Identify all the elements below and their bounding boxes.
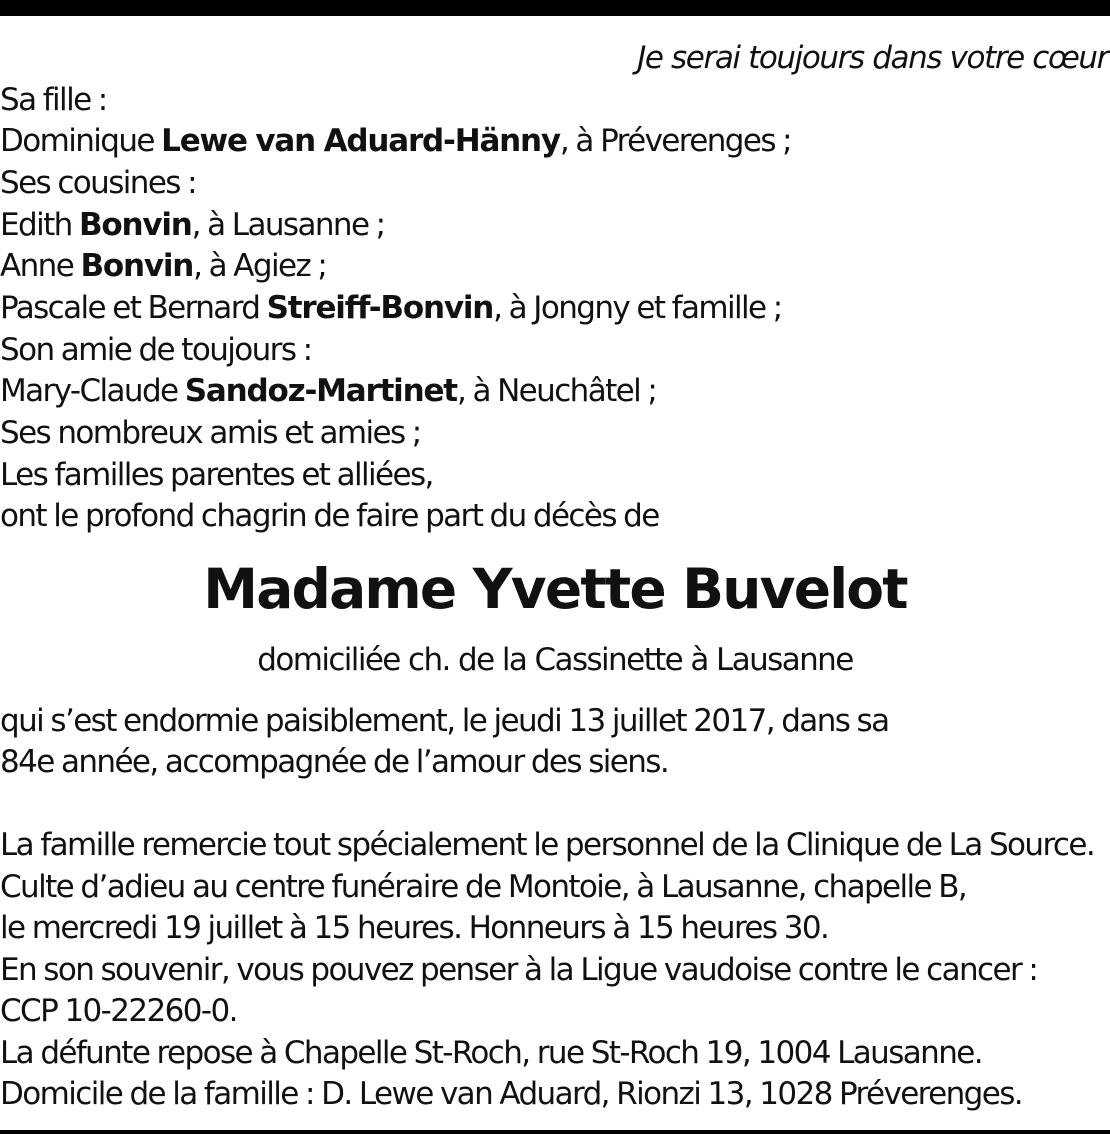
family-line-friend-heading: Son amie de toujours : [0,332,312,368]
family-surname: Lewe van Aduard-Hänny [161,123,560,159]
bottom-border-rule [0,1130,1110,1134]
residence: , à Neuchâtel ; [456,373,657,409]
family-line-friend [0,371,656,411]
given-name: Edith [0,207,79,243]
family-line-cousins-heading: Ses cousines : [0,165,196,201]
family-surname: Streiff-Bonvin [266,290,494,326]
family-line-cousin-1 [0,205,385,245]
given-name: Anne [0,248,81,284]
service-line-2: le mercredi 19 juillet à 15 heures. Honneurs à 15 heures 30. [0,910,829,946]
given-name: Mary-Claude [0,373,185,409]
donation-account: CCP 10-22260-0. [0,993,237,1029]
residence: , à Lausanne ; [191,207,385,243]
family-surname: Bonvin [78,207,192,243]
repose-line: La défunte repose à Chapelle St-Roch, rue St-Roch 19, 1004 Lausanne. [0,1035,982,1071]
thanks-line: La famille remercie tout spécialement le personnel de la Clinique de La Source. [0,827,1095,863]
donation-line: En son souvenir, vous pouvez penser à la Ligue vaudoise contre le cancer : [0,952,1038,988]
announcement-intro: ont le profond chagrin de faire part du décès de [0,498,659,534]
family-line-friends: Ses nombreux amis et amies ; [0,415,421,451]
top-border-rule [0,0,1110,16]
family-surname: Sandoz-Martinet [184,373,457,409]
deceased-address: domiciliée ch. de la Cassinette à Lausanne [257,642,853,678]
residence: , à Préverenges ; [559,123,791,159]
given-name: Pascale et Bernard [0,290,267,326]
residence: , à Jongny et famille ; [493,290,782,326]
family-line-cousin-3 [0,288,782,328]
family-line-cousin-2 [0,246,326,286]
family-line-relatives: Les familles parentes et alliées, [0,457,433,493]
deceased-name: Madame Yvette Buvelot [203,557,907,621]
family-line-daughter-heading: Sa fille : [0,82,107,118]
passing-line-1: qui s’est endormie paisiblement, le jeudi 13 juillet 2017, dans sa [0,703,889,739]
service-line-1: Culte d’adieu au centre funéraire de Montoie, à Lausanne, chapelle B, [0,869,967,905]
motto: Je serai toujours dans votre cœur [637,40,1108,76]
family-address-line: Domicile de la famille : D. Lewe van Aduard, Rionzi 13, 1028 Préverenges. [0,1076,1022,1112]
family-surname: Bonvin [80,248,194,284]
family-line-daughter [0,121,791,161]
given-name: Dominique [0,123,162,159]
residence: , à Agiez ; [193,248,327,284]
passing-line-2: 84e année, accompagnée de l’amour des siens. [0,744,669,780]
